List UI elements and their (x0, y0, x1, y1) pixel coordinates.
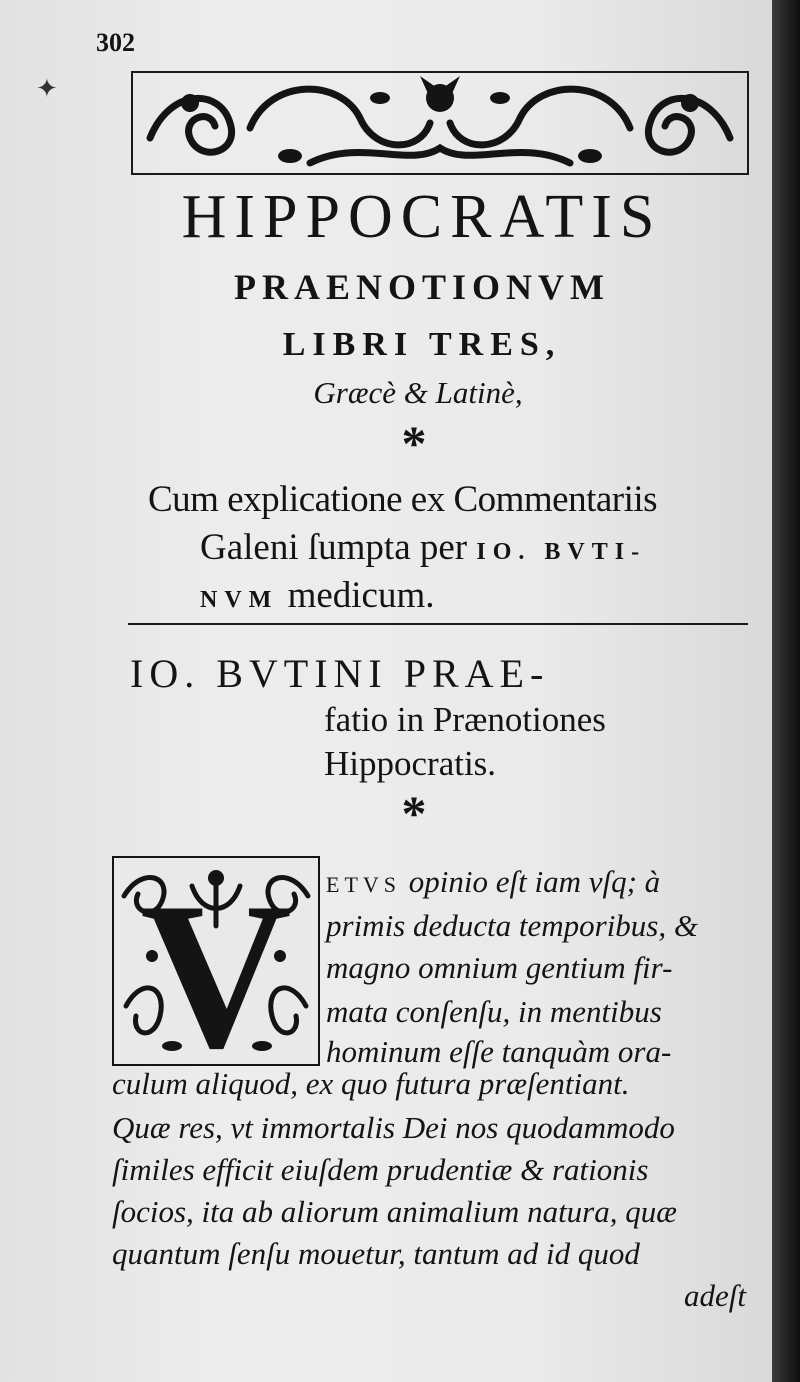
title-graece-latine: Græcè & Latinè, (313, 375, 523, 410)
initial-letter: V (140, 860, 292, 1066)
title-praenotionum: PRAENOTIONVM (234, 267, 610, 307)
title-libri-tres: LIBRI TRES, (282, 326, 562, 363)
catchword: adeſt (684, 1278, 746, 1313)
body-line-7: Quæ res, vt immortalis Dei nos quodammodo (112, 1110, 675, 1145)
preface-heading: IO. BVTINI PRAE- (130, 651, 550, 696)
explanation-line-1: Cum explicatione ex Commentariis (148, 479, 658, 520)
page-number: 302 (96, 28, 135, 57)
author-name-small-caps: IO. BVTI- (476, 539, 647, 565)
title-hippocratis: HIPPOCRATIS (181, 183, 663, 251)
body-line-1 (326, 864, 660, 900)
explanation-line-2 (200, 526, 646, 569)
body-line-5: hominum eſſe tanquàm ora- (326, 1034, 672, 1069)
body-line-8: ſimiles efficit eiuſdem prudentiæ & rationis (112, 1152, 649, 1187)
asterisk-separator: * (401, 415, 427, 471)
decorated-initial-v (112, 856, 320, 1066)
body-line-10: quantum ſenſu mouetur, tantum ad id quod (112, 1236, 640, 1271)
body-line-9: ſocios, ita ab aliorum animalium natura, quæ (112, 1194, 677, 1229)
body-line-2: primis deducta temporibus, & (326, 908, 698, 943)
body-line-6: culum aliquod, ex quo futura præſentiant. (112, 1066, 630, 1101)
adjacent-page-edge (772, 0, 800, 1382)
ornamental-headpiece-icon (130, 68, 750, 178)
asterisk-separator-2: * (401, 785, 427, 841)
body-line-1-text: opinio eſt iam vſq; à (401, 864, 661, 899)
preface-subheading-1: fatio in Prænotiones (324, 700, 606, 739)
body-line-1-caps: ETVS (326, 872, 401, 897)
body-line-3: magno omnium gentium fir- (326, 950, 673, 985)
body-line-4: mata conſenſu, in mentibus (326, 994, 662, 1029)
explanation-line-3-text: medicum. (278, 575, 435, 616)
horizontal-rule (128, 623, 748, 625)
explanation-line-3 (200, 574, 435, 617)
ink-blot-icon: ✦ (36, 74, 58, 103)
preface-subheading-2: Hippocratis. (324, 744, 497, 783)
author-name-continuation: NVM (200, 587, 279, 613)
explanation-line-2-text: Galeni ſumpta per (200, 527, 477, 568)
